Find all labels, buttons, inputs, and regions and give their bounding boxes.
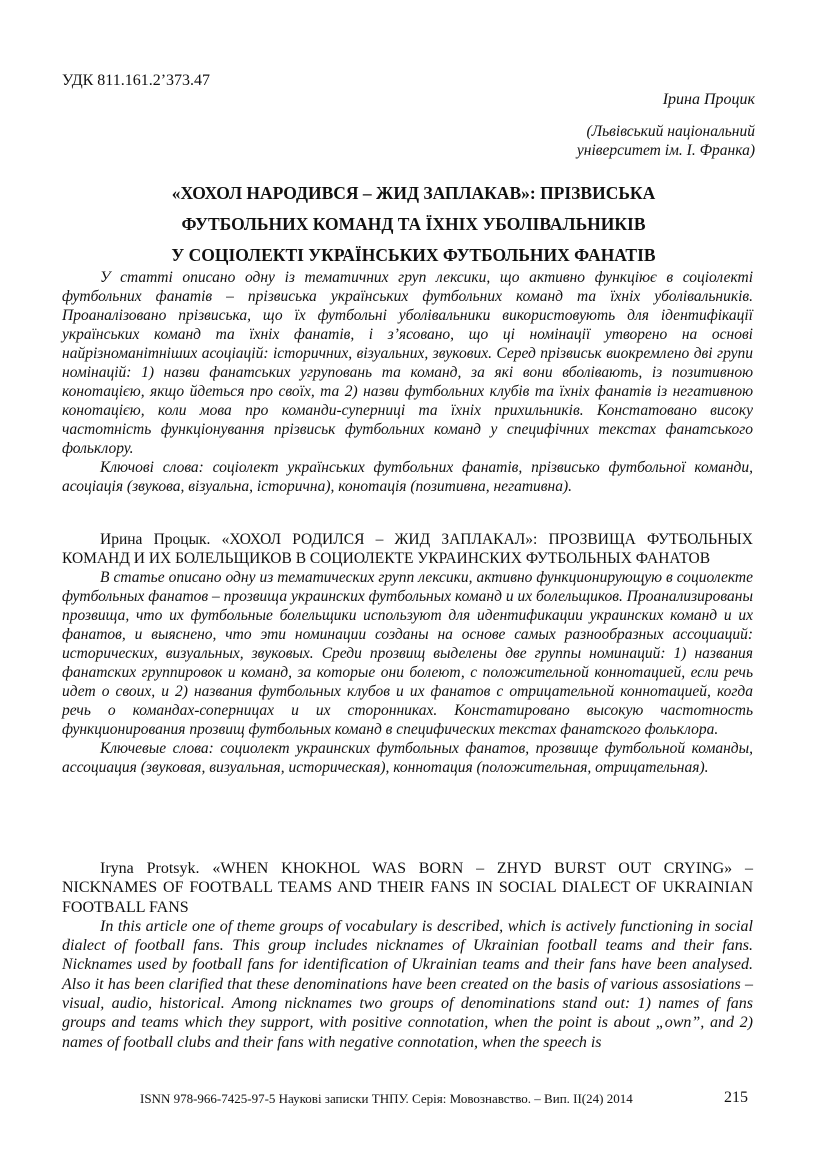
abstract-english xyxy=(62,859,753,1052)
abstract-russian xyxy=(62,530,753,777)
footer-citation: ISNN 978-966-7425-97-5 Наукові записки ТНПУ. Серія: Мовознавство. – Вип. ІІ(24) 2014 xyxy=(140,1091,633,1106)
udk-code: УДК 811.161.2’373.47 xyxy=(62,72,211,89)
title-line: «ХОХОЛ НАРОДИВСЯ – ЖИД ЗАПЛАКАВ»: ПРІЗВИСЬКА xyxy=(171,183,656,203)
keywords: Ключевые слова: социолект украинских футбольных фанатов, прозвище футбольной команды, ассоциация (звуковая, визуальная, историческая), коннотация (положительная, отрицательная). xyxy=(62,740,753,776)
abstract-heading: Iryna Protsyk. «WHEN KHOKHOL WAS BORN – ZHYD BURST OUT CRYING» – NICKNAMES OF FOOTBALL TEAMS AND THEIR FANS IN SOCIAL DIALECT OF UKRAINIAN FOOTBALL FANS xyxy=(62,860,753,916)
abstract-text: In this article one of theme groups of vocabulary is described, which is actively functioning in social dialect of football fans. This group includes nicknames of Ukrainian football teams and their fans. Nicknames used by football fans for identification of Ukrainian teams and their fans have been analysed. Also it has been clarified that these denominations have been created on the basis of various assosiations – visual, audio, historical. Among nicknames two groups of denominations stand out: 1) names of fans groups and teams which they support, with positive connotation, when the point is about „own”, and 2) names of football clubs and their fans with negative connotation, when the speech is xyxy=(62,917,753,1051)
author-affiliation xyxy=(577,122,755,160)
title-line: ФУТБОЛЬНИХ КОМАНД ТА ЇХНІХ УБОЛІВАЛЬНИКІВ xyxy=(181,214,646,234)
abstract-text: В статье описано одну из тематических групп лексики, активно функционирующую в социолекте футбольных фанатов – прозвища украинских футбольных команд и их болельщиков. Проанализированы прозвища, что их футбольные болельщики используют для идентификации украинских команд и их фанатов, и выяснено, что эти номинации созданы на основе самых разнообразных ассоциаций: исторических, визуальных, звуковых. Среди прозвищ выделены две группы номинаций: 1) названия фанатских группировок и команд, за которые они болеют, с положительной коннотацией, если речь идет о своих, и 2) названия футбольных клубов и их фанатов с отрицательной коннотацией, когда речь о командах-соперницах и их сторонниках. Констатировано высокую частотность функционирования прозвищ футбольных команд в специфических текстах фанатского фольклора. xyxy=(62,569,753,738)
abstract-heading: Ирина Процык. «ХОХОЛ РОДИЛСЯ – ЖИД ЗАПЛАКАЛ»: ПРОЗВИЩА ФУТБОЛЬНЫХ КОМАНД И ИХ БОЛЕЛЬЩИКОВ В СОЦИОЛЕКТЕ УКРАИНСКИХ ФУТБОЛЬНЫХ ФАНАТОВ xyxy=(62,531,753,567)
title-line: У СОЦІОЛЕКТІ УКРАЇНСЬКИХ ФУТБОЛЬНИХ ФАНАТІВ xyxy=(171,245,656,265)
keywords: Ключові слова: соціолект українських футбольних фанатів, прізвисько футбольної команди, асоціація (звукова, візуальна, історична), конотація (позитивна, негативна). xyxy=(62,459,753,495)
affiliation-line: (Львівський національний xyxy=(586,123,755,140)
article-title xyxy=(62,178,765,271)
affiliation-line: університет ім. І. Франка) xyxy=(576,142,755,159)
abstract-text: У статті описано одну із тематичних груп лексики, що активно функціює в соціолекті футбольних фанатів – прізвиська українських футбольних команд та їхніх уболівальників. Проаналізовано прізвиська, що їх футбольні уболівальники використовують для ідентифікації українських команд та їхніх фанатів, і з’ясовано, що ці номінації утворено на основі найрізноманітніших асоціацій: історичних, візуальних, звукових. Серед прізвиськ виокремлено дві групи номінацій: 1) назви фанатських угруповань та команд, за які вони вболівають, із позитивною конотацією, якщо йдеться про своїх, та 2) назви футбольних клубів та їхніх фанатів із негативною конотацією, коли мова про команди-суперниці та їхніх прихильників. Констатовано високу частотність функціонування прізвиськ футбольних команд у специфічних текстах фанатського фольклору. xyxy=(62,269,753,457)
page-number: 215 xyxy=(724,1089,748,1106)
abstract-ukrainian xyxy=(62,268,753,496)
author-name: Ірина Процик xyxy=(662,91,755,108)
